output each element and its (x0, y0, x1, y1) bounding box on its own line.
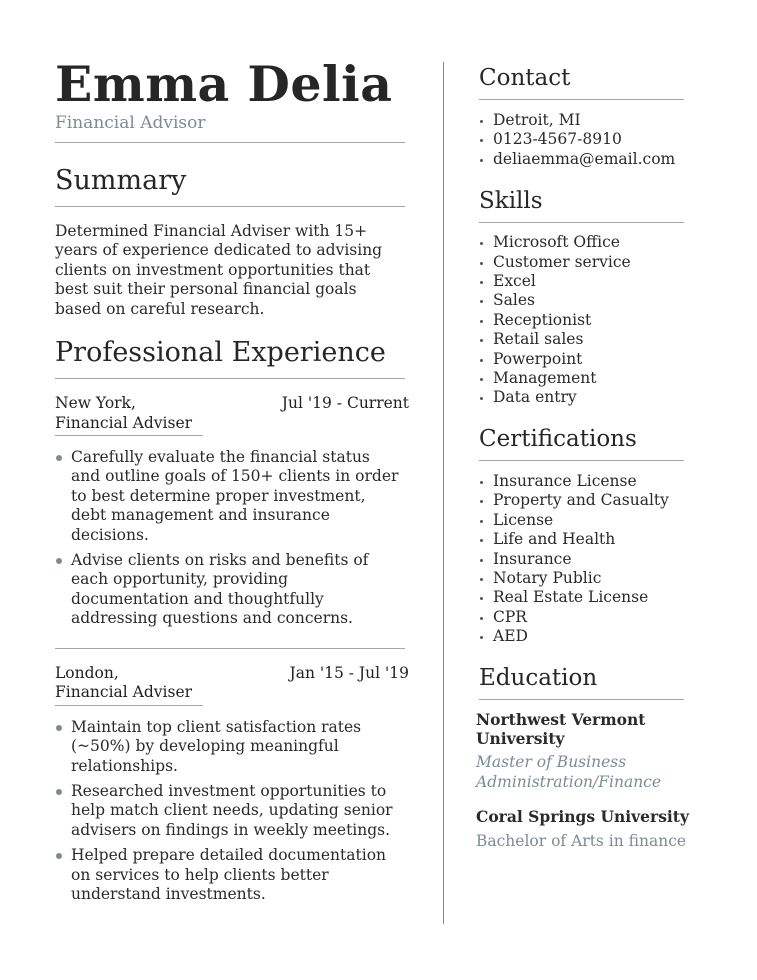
list-item: Advise clients on risks and benefits of each opportunity, providing documentation and thoughtfully addressing questions and concerns. (55, 551, 403, 629)
job-entry (55, 394, 409, 629)
bullet-icon (480, 636, 483, 639)
education-heading: Education (479, 664, 598, 691)
bullet-icon (480, 617, 483, 620)
list-item: Property and Casualty (479, 491, 691, 510)
list-item: Excel (479, 272, 691, 291)
bullet-icon (480, 520, 483, 523)
bullet-icon (56, 853, 62, 859)
bullet-icon (480, 481, 483, 484)
bullet-icon (480, 539, 483, 542)
job-title-rule (55, 705, 203, 706)
summary-rule (55, 206, 405, 207)
skills-heading: Skills (479, 188, 543, 215)
list-item: License (479, 511, 691, 530)
bullet-icon (480, 500, 483, 503)
list-item: Sales (479, 291, 691, 310)
list-item: Powerpoint (479, 350, 691, 369)
skills-list (479, 233, 691, 408)
job-dates: Jul '19 - Current (281, 394, 409, 413)
bullet-icon (56, 455, 62, 461)
sidebar-column (476, 64, 691, 851)
contact-phone: 0123-4567-8910 (479, 130, 691, 149)
school-name: Coral Springs University (476, 807, 689, 827)
list-item: Data entry (479, 388, 691, 407)
degree-name: Bachelor of Arts in finance (476, 831, 687, 850)
bullet-icon (480, 320, 483, 323)
bullet-icon (480, 339, 483, 342)
bullet-icon (480, 120, 483, 123)
candidate-name: Emma Delia (55, 55, 393, 113)
bullet-icon (480, 281, 483, 284)
list-item: Retail sales (479, 330, 691, 349)
education-entry (476, 807, 691, 851)
bullet-icon (480, 159, 483, 162)
column-divider (443, 62, 444, 924)
bullet-icon (480, 242, 483, 245)
job-location: New York, (55, 394, 136, 413)
list-item: Maintain top client satisfaction rates (~50%) by developing meaningful relationships. (55, 718, 403, 776)
job-bullets (55, 718, 403, 905)
list-item: Helped prepare detailed documentation on services to help clients better understand investments. (55, 846, 403, 904)
main-column (55, 55, 409, 904)
job-title-rule (55, 435, 203, 436)
certifications-heading: Certifications (479, 425, 637, 452)
contact-list (479, 111, 691, 169)
degree-name: Master of Business Administration/Finance (476, 753, 662, 791)
job-dates: Jan '15 - Jul '19 (289, 663, 409, 682)
education-rule (479, 699, 684, 700)
job-header (55, 394, 409, 414)
bullet-icon (480, 139, 483, 142)
bullet-icon (480, 578, 483, 581)
job-location: London, (55, 663, 119, 682)
bullet-icon (480, 597, 483, 600)
bullet-icon (480, 397, 483, 400)
skills-rule (479, 222, 684, 223)
contact-rule (479, 99, 684, 100)
education-entry (476, 710, 691, 793)
list-item: Microsoft Office (479, 233, 691, 252)
bullet-icon (56, 725, 62, 731)
bullet-icon (56, 558, 62, 564)
list-item: AED (479, 627, 691, 646)
certifications-rule (479, 460, 684, 461)
contact-heading: Contact (479, 65, 571, 91)
job-header (55, 664, 409, 684)
list-item: CPR (479, 608, 691, 627)
job-bullets (55, 448, 403, 629)
list-item: Researched investment opportunities to help match client needs, updating senior advisers on findings in weekly meetings. (55, 782, 403, 840)
candidate-role: Financial Advisor (55, 113, 206, 133)
list-item: Receptionist (479, 311, 691, 330)
bullet-icon (56, 789, 62, 795)
list-item: Management (479, 369, 691, 388)
bullet-icon (480, 359, 483, 362)
experience-rule (55, 378, 405, 379)
job-title: Financial Adviser (55, 413, 193, 432)
list-item: Insurance (479, 550, 691, 569)
bullet-icon (480, 300, 483, 303)
list-item: Notary Public (479, 569, 691, 588)
header-rule (55, 142, 405, 143)
list-item: Customer service (479, 253, 691, 272)
job-separator-rule (55, 648, 405, 649)
list-item: Life and Health (479, 530, 691, 549)
certifications-list (479, 472, 691, 647)
summary-heading: Summary (55, 165, 187, 196)
job-title: Financial Adviser (55, 683, 193, 702)
contact-location: Detroit, MI (479, 111, 691, 130)
list-item: Real Estate License (479, 588, 691, 607)
contact-email: deliaemma@email.com (479, 150, 691, 169)
bullet-icon (480, 559, 483, 562)
list-item: Carefully evaluate the financial status and outline goals of 150+ clients in order to best determine proper investment, debt management and insurance decisions. (55, 448, 403, 545)
summary-text: Determined Financial Adviser with 15+ years of experience dedicated to advising clients on investment opportunities that best suit their personal financial goals based on careful research. (55, 222, 383, 318)
bullet-icon (480, 262, 483, 265)
experience-heading: Professional Experience (55, 337, 386, 369)
job-entry (55, 664, 409, 905)
bullet-icon (480, 378, 483, 381)
list-item: Insurance License (479, 472, 691, 491)
school-name: Northwest Vermont University (476, 709, 646, 748)
